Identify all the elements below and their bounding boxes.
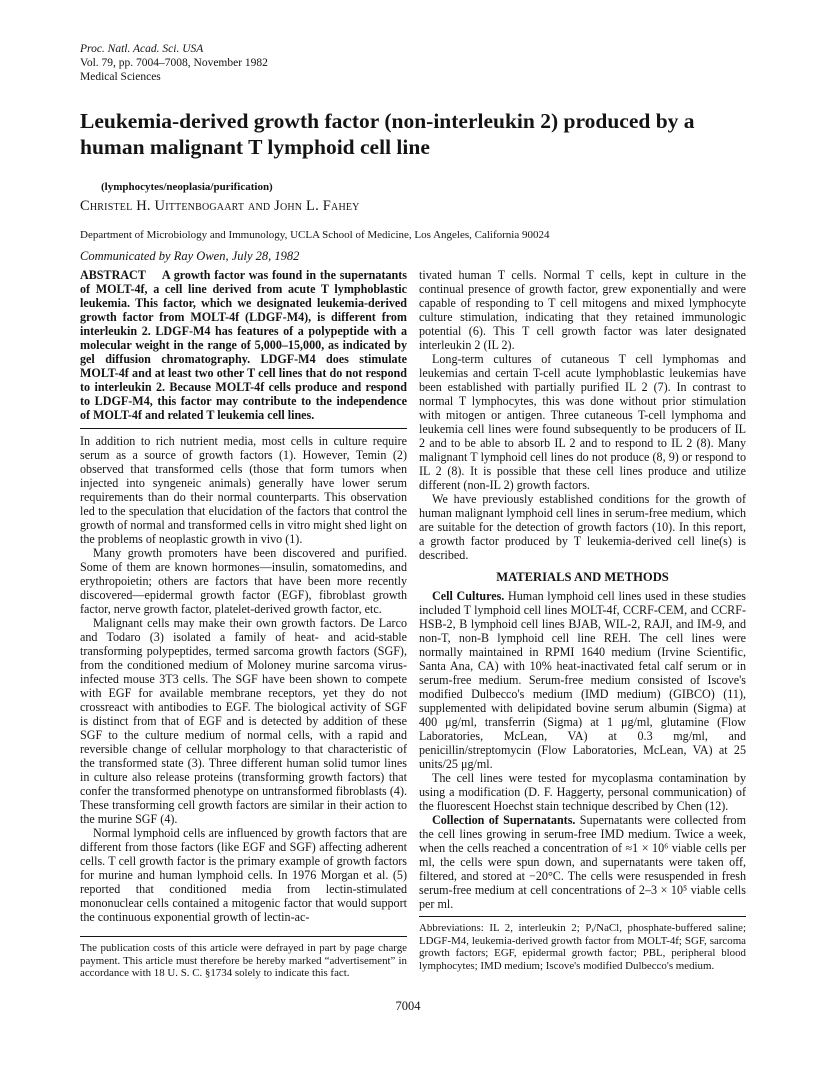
abbreviations-footnote (419, 916, 746, 973)
left-column (80, 268, 407, 934)
abstract (80, 268, 407, 422)
article-authors: Christel H. Uittenbogaart and John L. Fahey (80, 198, 360, 214)
body-paragraph: tivated human T cells. Normal T cells, kept in culture in the continual presence of growth factor, grew exponentially and were capable of responding to T cell mitogens and mixed lymphocyte culture stimulation, indicating that they retained immunologic potential (6). This T cell growth factor was later designated interleukin 2 (IL 2). (419, 268, 746, 352)
article-title: Leukemia-derived growth factor (non-interleukin 2) produced by a human malignant T lymphoid cell line (80, 109, 695, 159)
footnote-rule (419, 916, 746, 917)
paragraph-lead: Collection of Supernatants. (432, 813, 576, 827)
paragraph-lead: Cell Cultures. (432, 589, 505, 603)
journal-name: Proc. Natl. Acad. Sci. USA (80, 43, 204, 55)
abstract-label: ABSTRACT (80, 268, 146, 282)
publication-costs-footnote (80, 936, 407, 980)
communicated-by-line: Communicated by Ray Owen, July 28, 1982 (80, 249, 300, 263)
journal-section: Medical Sciences (80, 71, 161, 83)
abstract-text: A growth factor was found in the supernatants of MOLT-4f, a cell line derived from acute T lymphoblastic leukemia. This factor, which we designated leukemia-derived growth factor from MOLT-4f (LDGF-M4), is different from interleukin 2. LDGF-M4 has features of a polypeptide with a molecular weight in the range of 5,000–15,000, as indicated by gel diffusion chromatography. LDGF-M4 does stimulate MOLT-4f and at least two other T cell lines that do not respond to interleukin 2. Because MOLT-4f cells produce and respond to LDGF-M4, this factor may contribute to the independence of MOLT-4f and related T leukemia cell lines. (80, 268, 407, 422)
body-paragraph: Long-term cultures of cutaneous T cell lymphomas and leukemias and certain T-cell acute lymphoblastic leukemias have been established with partially purified IL 2 (7). In contrast to normal T lymphocytes, this was done without prior stimulation with mitogen or antigen. Three cutaneous T-cell lymphoma and leukemia cell lines were found subsequently to be producers of IL 2 and to be able to absorb IL 2 and to respond to IL 2 (8). Many malignant T lymphoid cell lines do not produce (8, 9) or respond to IL 2 (8). It is possible that these cell lines produce and utilize different (non-IL 2) growth factors. (419, 352, 746, 492)
footnote-rule (80, 936, 407, 937)
article-affiliation: Department of Microbiology and Immunology, UCLA School of Medicine, Los Angeles, California 90024 (80, 229, 550, 241)
paragraph-text: Supernatants were collected from the cell lines growing in serum-free IMD medium. Twice a week, when the cells reached a concentration of ≈1 × 10⁶ viable cells per ml, the cells were spun down, and supernatants were taken off, filtered, and stored at −20°C. The cells were resuspended in fresh serum-free medium at cell concentrations of 2–3 × 10⁵ viable cells per ml. (419, 813, 746, 911)
body-paragraph: We have previously established conditions for the growth of human malignant lymphoid cell lines in serum-free medium, which are suitable for the detection of growth factors (10). In this report, a growth factor produced by T leukemia-derived cell line(s) is described. (419, 492, 746, 562)
abstract-divider-rule (80, 428, 407, 429)
body-paragraph: Normal lymphoid cells are influenced by growth factors that are different from those factors (like EGF and SGF) affecting adherent cells. T cell growth factor is the primary example of growth factors for murine and human lymphoid cells. In 1976 Morgan et al. (5) reported that conditioned media from lectin-stimulated mononuclear cells contained a mitogenic factor that would support the continuous exponential growth of lectin-ac- (80, 826, 407, 924)
abbreviations-text: Abbreviations: IL 2, interleukin 2; Pᵢ/NaCl, phosphate-buffered saline; LDGF-M4, leukemia-derived growth factor from MOLT-4f; SGF, sarcoma growth factors; EGF, epidermal growth factor; PBL, peripheral blood lymphocytes; IMD medium; Iscove's modified Dulbecco's medium. (419, 922, 746, 973)
methods-paragraph-collection-of-supernatants (419, 813, 746, 911)
footnote-text: The publication costs of this article were defrayed in part by page charge payment. This article must therefore be hereby marked “advertisement” in accordance with 18 U. S. C. §1734 solely to indicate this fact. (80, 942, 407, 980)
intro-paragraph: In addition to rich nutrient media, most cells in culture require serum as a source of growth factors (1). However, Temin (2) observed that transformed cells (those that form tumors when injected into syngeneic animals) generally have lower serum requirements than do their normal counterparts. This observation led to the speculation that elucidation of the factors that control the growth of normal and transformed cells in vitro might shed light on the problems of neoplastic growth in vivo (1). (80, 434, 407, 546)
paragraph-text: The cell lines were tested for mycoplasma contamination by using a modification (D. F. Haggerty, personal communication) of the fluorescent Hoechst stain technique described by Chen (12). (419, 771, 746, 813)
methods-paragraph-cell-cultures (419, 589, 746, 771)
methods-paragraph (419, 771, 746, 813)
page-number: 7004 (395, 999, 421, 1013)
right-column (419, 268, 746, 916)
paragraph-text: Human lymphoid cell lines used in these studies included T lymphoid cell lines MOLT-4f, CCRF-CEM, and CCRF-HSB-2, B lymphoid cell lines BJAB, WIL-2, RAJI, and IM-9, and non-T, non-B lymphoid cell line REH. The cell lines were normally maintained in RPMI 1640 medium (Irvine Scientific, Santa Ana, CA) with 10% heat-inactivated fetal calf serum or in serum-free medium. Serum-free medium consisted of Iscove's modified Dulbecco's medium (IMD medium) (GIBCO) (11), supplemented with delipidated bovine serum albumin (Sigma) at 400 μg/ml, transferrin (Sigma) at 1 μg/ml, glutamine (Flow Laboratories, McLean, VA) at 0.3 mg/ml, and penicillin/streptomycin (Flow Laboratories, McLean, VA) at 25 units/25 μg/ml. (419, 589, 746, 771)
body-paragraph: Many growth promoters have been discovered and purified. Some of them are known hormones—insulin, somatomedins, and erythropoietin; others are factors that have been more recently discovered—epidermal growth factor (EGF), fibroblast growth factor, nerve growth factor, platelet-derived growth factor, etc. (80, 546, 407, 616)
body-paragraph: Malignant cells may make their own growth factors. De Larco and Todaro (3) isolated a family of heat- and acid-stable transforming polypeptides, termed sarcoma growth factors (SGF), from the conditioned medium of Moloney murine sarcoma virus-infected mouse 3T3 cells. The SGF have been shown to compete with EGF for available membrane receptors, yet they do not crossreact with antibodies to EGF. The biological activity of SGF is distinct from that of EGF and is detected by addition of these SGF to the culture medium of normal cells, with a rapid and reversible change of cellular morphology to that characteristic of the transformed state (3). Three different human solid tumor lines in culture also release proteins (transforming growth factors) that confer the transformed phenotype on untransformed fibroblasts (4). These transforming cell growth factors are similar in their action to the murine SGF (4). (80, 616, 407, 826)
journal-issue-line: Vol. 79, pp. 7004–7008, November 1982 (80, 57, 268, 69)
journal-masthead (80, 42, 268, 84)
article-keywords: (lymphocytes/neoplasia/purification) (101, 181, 273, 193)
section-heading-materials-and-methods: MATERIALS AND METHODS (496, 570, 669, 584)
